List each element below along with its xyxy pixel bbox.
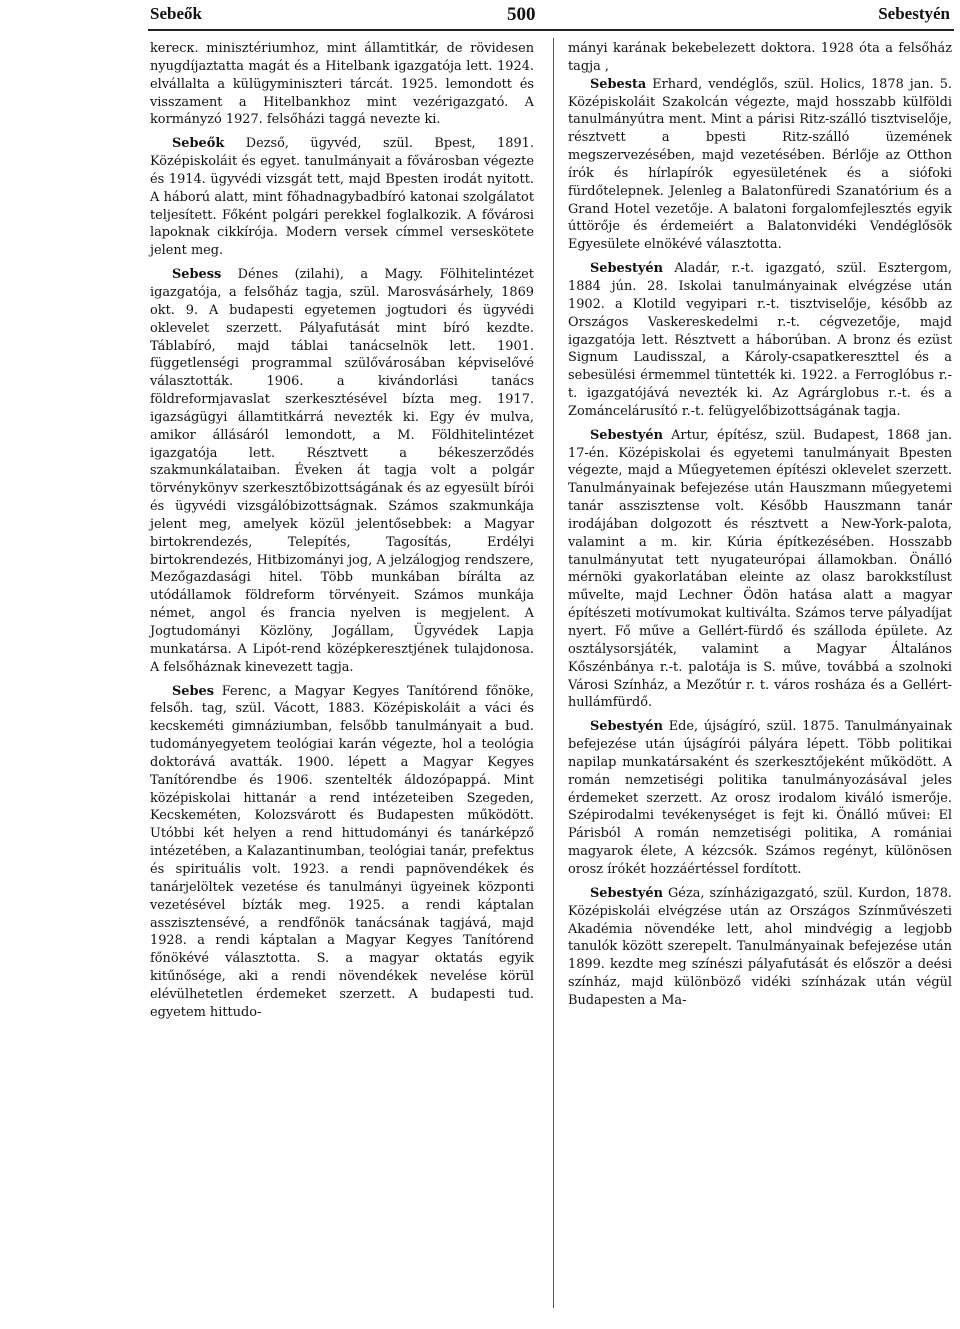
entry-paragraph: [568, 40, 952, 76]
entry-headword: Sebess: [172, 267, 222, 283]
entry-paragraph: [568, 76, 952, 254]
entry-text: Ferenc, a Magyar Kegyes Tanítórend főnöke, felsőh. tag, szül. Vácott, 1883. Középiskoláit a váci és kecskeméti gimnáziumban, felsőbb tanulmányait a bud. tudományegyetem teológiai karán végezte, hol a teológia doktorává avatták. 1900. lépett a Magyar Kegyes Tanítórendbe és 1906. szentelték áldozópappá. Mint középiskolai hittanár a rend intézeteiben Szegeden, Kecskeméten, Kolozsvárott és Budapesten működött. Utóbbi két helyen a rend hittudományi és tanárképző intézetében, a Kalazantinumban, teológiai tanár, prefektus és spirituális volt. 1923. a rendi papnövendékek és tanárjelöltek vezetése és tanulmányi ügyeinek központi vezetésével bízták meg. 1925. a rendi káptalan asszisztensévé, a rendfőnök tanácsának tagjává, majd 1928. a rendi káptalan a Magyar Kegyes Tanítórend főnökévé választotta. S. a magyar oktatás egyik kitűnősége, aki a rendi növendékek nevelése körül elévülhetetlen érdemeket szerzett. A budapesti tud. egyetem hittudo-: [150, 683, 534, 1020]
entry-text: Aladár, r.-t. igazgató, szül. Esztergom, 1884 jún. 28. Iskolai tanulmányainak elvégzése után 1902. a Klotild vegyipari r.-t. tisztviselője, később az Országos Vaskereskedelmi r.-t. cégvezetője, majd igazgatója lett. Résztvett a háborúban. A bronz és ezüst Signum Laudisszal, a Károly-csapatkereszttel és a sebesülési érmemmel tüntették ki. 1922. a Ferroglóbus r.-t. igazgatójává nevezték ki. Az Agrárglobus r.-t. és a Zománcelárusító r.-t. felügyelőbizottságának tagja.: [568, 261, 952, 419]
entry-headword: Sebestyén: [590, 885, 664, 901]
entry-paragraph: [568, 260, 952, 421]
entry-headword: Sebesta: [590, 76, 647, 92]
page-number: 500: [507, 4, 536, 25]
entry-paragraph: [150, 266, 534, 676]
right-column: [568, 40, 952, 1010]
entry-headword: Sebestyén: [590, 427, 664, 443]
entry-headword: Sebestyén: [590, 261, 664, 277]
entry-paragraph: [568, 885, 952, 1010]
entry-text: Géza, színházigazgató, szül. Kurdon, 1878. Középiskolái elvégzése után az Országos Színművészeti Akadémia növendéke lett, ahol mindvégig a legjobb tanulók között szerepelt. Tanulmányainak befejezése után 1899. kezdte meg színészi pályafutását és először a deési színház, majd különböző vidéki színházak után végül Budapesten a Ma-: [568, 885, 952, 1008]
entry-paragraph: [150, 683, 534, 1022]
entry-paragraph: [150, 40, 534, 129]
entry-text: Ede, újságíró, szül. 1875. Tanulmányainak befejezése után újságírói pályára lépett. Több politikai napilap munkatársaként és szerkesztőjeként működött. A román nemzetiségi politika tanulmányozásával jeles érdemeket szerzett. Az orosz irodalom kiváló ismerője. Szépirodalmi tevékenységet is fejt ki. Önálló művei: El Párisból A román nemzetiségi politika, A romániai magyarok élete, A kézcsók. Számos regényt, különösen orosz írókét hozzáértéssel fordított.: [568, 719, 952, 877]
column-divider: [553, 38, 554, 1308]
header-rule: [148, 29, 954, 31]
entry-text: kereск. minisztériumhoz, mint államtitkár, de rövidesen nyugdíjaztatta magát és a Hitelbank igazgatója lett. 1924. elvállalta a külügyminiszteri tárcát. 1925. lemondott és visszament a Hitelbankhoz mint vezérigazgató. A kormányzó 1927. felsőházi taggá nevezte ki.: [150, 41, 534, 128]
entry-paragraph: [568, 718, 952, 879]
entry-text: Erhard, vendéglős, szül. Holics, 1878 jan. 5. Középiskoláit Szakolcán végezte, majd hosszabb külföldi tanulmányútra ment. Mint a párisi Ritz-szálló tisztviselője, résztvett a bpesti Ritz-szálló üzemének megszervezésében, majd vezetésében. Bérlője az Otthon írók és hírlapírók egyesületének és a siófoki fürdőtelepnek. Jelenleg a Balatonfüredi Szanatórium és a Grand Hotel vezetője. A balatoni forgalomfejlesztés egyik úttörője és érdemeiért a Balatonvidéki Vendéglősök Egyesülete elnökévé választotta.: [568, 76, 952, 253]
entry-headword: Sebes: [172, 683, 214, 699]
left-column: [150, 40, 534, 1022]
header-left-name: Sebeők: [150, 4, 202, 23]
entry-text: Artur, építész, szül. Budapest, 1868 jan. 17-én. Középiskolai és egyetemi tanulmányait Bpesten végezte, majd a Műegyetemen építészi oklevelet szerzett. Tanulmányainak befejezése után Hauszmann műegyetemi tanár asszisztense volt. Később Hauszmann tanár irodájában dolgozott és résztvett a New-York-palota, valamint a m. kir. Kúria építkezésében. Hosszabb tanulmányutat tett nyugateurópai államokban. Önálló mérnöki gyakorlatában eleinte az olasz barokkstílust művelte, majd Lechner Ödön hatása alatt a magyar építészeti motívumokat kultiválta. Számos terve pályadíjat nyert. Fő műve a Gellért-fürdő és szálloda épülete. Az osztálysorsjáték, valamint a Magyar Általános Kőszénbánya r.-t. palotája is S. műve, továbbá a szolnoki Városi Színház, a Mezőtúr r. t. város rosháza és a Gellért-hullámfürdő.: [568, 427, 952, 711]
entry-paragraph: [150, 135, 534, 260]
entry-text: mányi karának bekebelezett doktora. 1928 óta a felsőház tagja ,: [568, 41, 952, 74]
entry-text: Dénes (zilahi), a Magy. Fölhitelintézet igazgatója, a felsőház tagja, szül. Marosvásárhely, 1869 okt. 9. A budapesti egyetemen jogtudori és ügyvédi oklevelet szerzett. Pályafutását mint bíró kezdte. Táblabíró, majd táblai tanácselnök lett. 1901. függetlenségi programmal szülővárosában képviselővé választották. 1906. a kivándorlási tanács földreformjavaslat szerkesztésével bízta meg. 1917. igazságügyi államtitkárrá nevezték ki. Egy év mulva, amikor állásáról lemondott, a M. Földhitelintézet igazgatója lett. Résztvett a békeszerződés szakmunkálataiban. Éveken át tagja volt a polgár törvénykönyv szerkesztőbizottságának és az egyesült bírói és ügyvédi vizsgálóbizottságnak. Számos szakmunkája jelent meg, amelyek közül jelentősebbek: a Magyar birtokrendezés, Telepítés, Tagosítás, Erdélyi birtokrendezés, Hitbizományi jog, A jelzálogjog rendszere, Mezőgazdasági hitel. Több munkában bírálta az utódállamok földreform törvényeit. Számos munkája német, angol és francia nyelven is megjelent. A Jogtudományi Közlöny, Jogállam, Ügyvédek Lapja munkatársa. A Lipót-rend középkeresztjének tulajdonosa. A felsőháznak kinevezett tagja.: [150, 267, 534, 675]
entry-headword: Sebestyén: [590, 719, 664, 735]
header-right-name: Sebestyén: [878, 4, 950, 23]
entry-paragraph: [568, 427, 952, 713]
entry-text: Dezső, ügyvéd, szül. Bpest, 1891. Középiskoláit és egyet. tanulmányait a fővárosban végezte és 1914. ügyvédi vizsgát tett, majd Bpesten irodát nyitott. A háború alatt, mint főhadnagybadbíró katonai szolgálatot teljesített. Főként polgári perekkel foglalkozik. A fővárosi lapoknak cikkírója. Modern versek címmel verseskötete jelent meg.: [150, 136, 534, 259]
running-header: [150, 4, 950, 26]
entry-headword: Sebeők: [172, 136, 225, 152]
